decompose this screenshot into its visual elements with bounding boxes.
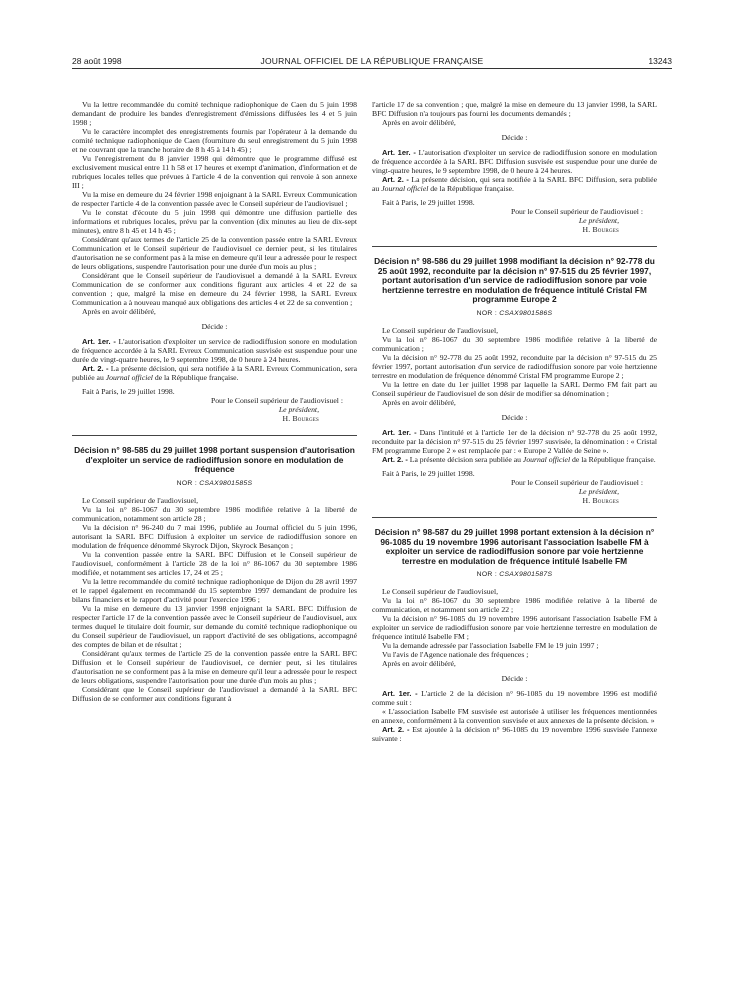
header-page-number: 13243 xyxy=(648,56,672,66)
paragraph: Vu l'enregistrement du 8 janvier 1998 qui démontre que le programme diffusé est exclusivement musical entre 11 h 58 et 17 heures et exempt d'animation, d'information et de rubriques locales telles que prévues à l'article 4 de la convention qui renvoie à son annexe III ; xyxy=(72,154,357,190)
done-at: Fait à Paris, le 29 juillet 1998. xyxy=(382,468,475,478)
paragraph: Vu la loi n° 86-1067 du 30 septembre 1986 modifiée relative à la liberté de communication ; xyxy=(372,334,657,353)
paragraph: Vu la lettre recommandée du comité technique radiophonique de Dijon du 28 avril 1997 et le rappel également en recommandé du 15 septembre 1997 demandant de produire les bilans financiers et le rapport d'activité pour l'exercice 1996 ; xyxy=(72,576,357,604)
article-label: Art. 2. - xyxy=(382,175,409,184)
paragraph: Vu le caractère incomplet des enregistrements fournis par l'opérateur à la demande du comité technique radiophonique de Caen (fourniture du seul enregistrement du 5 juin 1998 et ne couvrant que la tranche horaire de 8 h 45 à 14 h 45) ; xyxy=(72,127,357,154)
article-label: Art. 1er. - xyxy=(382,148,416,157)
article-1 xyxy=(372,689,657,707)
journal-name: Journal officiel xyxy=(105,373,153,382)
done-at: Fait à Paris, le 29 juillet 1998. xyxy=(382,198,475,207)
article-label: Art. 1er. - xyxy=(382,689,418,699)
paragraph: Considérant que le Conseil supérieur de l'audiovisuel a demandé à la SARL Evreux Communication de se conformer aux conditions figurant aux articles 4 et 22 de sa convention ; que, malgré la mise en demeure du 24 février 1998, la SARL Evreux Communication a à nouveau manqué aux obligations des articles 4 et 22 de sa convention ; xyxy=(72,271,357,307)
article-label: Art. 2. - xyxy=(382,725,410,735)
article-text: La présente décision, qui sera notifiée à la SARL BFC Diffusion, sera publiée au xyxy=(372,175,657,193)
paragraph: Considérant qu'aux termes de l'article 25 de la convention passée entre la SARL Evreux Communication et le Conseil supérieur de l'audiovisuel ce dernier peut, si les titulaires d'autorisation ne se conforment pas à la mise en demeure qu'il leur a adressée pour le respect de leurs obligations, suspendre l'autorisation pour une durée d'un mois au plus ; xyxy=(72,235,357,271)
paragraph: Vu la mise en demeure du 13 janvier 1998 enjoignant la SARL BFC Diffusion de respecter l'article 17 de la convention passée avec le Conseil supérieur de l'audiovisuel, aux termes duquel le titulaire doit fournir, sur demande du comité technique radiophonique ou du Conseil supérieur de l'audiovisuel, un rapport d'activité de ses obligations, accompagné des comptes de bilan et de résultat ; xyxy=(72,603,357,649)
right-column xyxy=(372,100,657,743)
paragraph: Vu l'avis de l'Agence nationale des fréquences ; xyxy=(382,650,529,660)
header-date: 28 août 1998 xyxy=(72,56,122,66)
decide-heading: Décide : xyxy=(201,322,228,331)
signature-role: Le président, xyxy=(278,405,319,414)
header-rule xyxy=(72,68,672,69)
nor-label: NOR : xyxy=(476,309,498,317)
signature-name: H. Bourges xyxy=(282,414,319,423)
article-2 xyxy=(372,175,657,193)
article-2 xyxy=(72,364,357,382)
paragraph: Après en avoir délibéré, xyxy=(82,307,156,316)
article-text: Dans l'intitulé et à l'article 1er de la décision n° 92-778 du 25 août 1992, reconduite par la décision n° 97-515 du 25 février 1997 susvisée, la dénomination : « Cristal FM programme Europe 2 » est remplacée par : « Europe 2 Vallée de Seine ». xyxy=(372,427,657,455)
paragraph: Après en avoir délibéré, xyxy=(382,659,456,669)
paragraph: Considérant que le Conseil supérieur de l'audiovisuel a demandé à la SARL BFC Diffusion de se conformer aux conditions figurant à xyxy=(72,684,357,703)
paragraph: l'article 17 de sa convention ; que, malgré la mise en demeure du 13 janvier 1998, la SARL BFC Diffusion n'a toujours pas fourni les documents demandés ; xyxy=(372,100,657,118)
section-divider xyxy=(72,435,357,436)
paragraph: Vu la lettre recommandée du comité technique radiophonique de Caen du 5 juin 1998 demandant de produire les bandes d'enregistrement d'émissions diffusées les 4 et 5 juin 1998 ; xyxy=(72,100,357,127)
signature-name: H. Bourges xyxy=(582,225,619,234)
article-2 xyxy=(372,455,657,464)
nor-code: CSAX9801585S xyxy=(199,479,253,487)
article-text: de la République française. xyxy=(572,454,656,464)
article-label: Art. 1er. - xyxy=(382,427,417,437)
paragraph: Vu la décision n° 96-240 du 7 mai 1996, publiée au Journal officiel du 5 juin 1996, autorisant la SARL BFC Diffusion à exploiter un service de radiodiffusion sonore en modulation de fréquence dénommé Skyrock Dijon, Skyrock Besançon ; xyxy=(72,522,357,550)
paragraph: Vu le constat d'écoute du 5 juin 1998 qui démontre une diffusion partielle des informations et rubriques locales, prévu par la convention (dix minutes au lieu de dix-sept minutes), entre 8 h 45 et 14 h 45 ; xyxy=(72,208,357,235)
paragraph: Vu la convention passée entre la SARL BFC Diffusion et le Conseil supérieur de l'audiovisuel, conformément à l'article 28 de la loi n° 86-1067 du 30 septembre 1986 modifiée, et notamment ses articles 17, 24 et 25 ; xyxy=(72,549,357,577)
section-divider xyxy=(372,517,657,518)
decision-title: Décision n° 98-586 du 29 juillet 1998 modifiant la décision n° 92-778 du 25 août 1992, reconduite par la décision n° 97-515 du 25 février 1997, portant autorisation d'un service de radiodiffusion sonore par voie hertzienne terrestre en modulation de fréquence intitulé Cristal FM programme Europe 2 xyxy=(374,256,655,305)
article-text: La présente décision, qui sera notifiée à la SARL Evreux Communication, sera publiée au xyxy=(72,364,358,382)
nor-reference xyxy=(72,479,357,488)
decide-heading: Décide : xyxy=(501,674,528,684)
decision-title: Décision n° 98-585 du 29 juillet 1998 portant suspension d'autorisation d'exploiter un service de radiodiffusion sonore en modulation de fréquence xyxy=(74,445,355,475)
article-1 xyxy=(372,428,657,455)
journal-name: Journal officiel xyxy=(522,454,571,464)
paragraph: Vu la lettre en date du 1er juillet 1998 par laquelle la SARL Dermo FM fait part au Conseil supérieur de l'audiovisuel de son désir de modifier sa dénomination ; xyxy=(372,379,657,398)
article-text: L'article 2 de la décision n° 96-1085 du 19 novembre 1996 est modifié comme suit : xyxy=(372,689,658,708)
section-divider xyxy=(372,246,657,247)
article-text: L'autorisation d'exploiter un service de radiodiffusion sonore en modulation de fréquence accordée à la SARL BFC Diffusion susvisée est suspendue pour une durée de vingt-quatre heures, le 9 septembre 1998, de 0 heure à 24 heures. xyxy=(372,148,658,175)
nor-label: NOR : xyxy=(476,571,498,579)
signature-role: Le président, xyxy=(578,216,619,225)
article-text: de la République française. xyxy=(430,184,514,193)
article-text: L'autorisation d'exploiter un service de radiodiffusion sonore en modulation de fréquence accordée à la SARL Evreux Communication susvisée est suspendue pour une durée de vingt-quatre heures, le 9 septembre 1998, de 0 heure à 24 heures. xyxy=(72,337,358,364)
article-text: Est ajoutée à la décision n° 96-1085 du 19 novembre 1996 susvisée l'annexe suivante : xyxy=(372,725,657,744)
paragraph: Après en avoir délibéré, xyxy=(382,397,456,407)
decide-heading: Décide : xyxy=(501,133,528,142)
signature-role: Le président, xyxy=(578,486,619,496)
article-1 xyxy=(372,148,657,175)
article-2 xyxy=(372,725,657,743)
nor-reference xyxy=(372,309,657,318)
decision-title: Décision n° 98-587 du 29 juillet 1998 portant extension à la décision n° 96-1085 du 19 novembre 1996 autorisant l'association Isabelle FM à exploiter un service de radiodiffusion sonore par voie hertzienne terrestre en modulation de fréquence intitulé Isabelle FM xyxy=(374,526,655,566)
nor-code: CSAX9801587S xyxy=(499,571,553,579)
article-label: Art. 2. - xyxy=(382,454,408,464)
paragraph: Le Conseil supérieur de l'audiovisuel, xyxy=(82,495,199,505)
nor-label: NOR : xyxy=(176,479,198,487)
article-quote: « L'association Isabelle FM susvisée est autorisée à utiliser les fréquences mentionnées en annexe, conformément à la convention susvisée et aux annexes de la présente décision. » xyxy=(372,707,657,726)
paragraph: Après en avoir délibéré, xyxy=(382,118,456,127)
nor-reference xyxy=(372,570,657,579)
signature-name: H. Bourges xyxy=(582,495,619,505)
paragraph: Le Conseil supérieur de l'audiovisuel, xyxy=(382,325,499,335)
article-text: La présente décision sera publiée au xyxy=(409,454,521,464)
nor-code: CSAX9801586S xyxy=(499,309,553,317)
article-label: Art. 1er. - xyxy=(82,337,116,346)
journal-name: Journal officiel xyxy=(381,184,429,193)
paragraph: Vu la décision n° 96-1085 du 19 novembre 1996 autorisant l'association Isabelle FM à exploiter un service de radiodiffusion sonore par voie hertzienne terrestre en modulation de fréquence intitulé Isabelle FM ; xyxy=(372,614,657,642)
article-label: Art. 2. - xyxy=(82,364,109,373)
done-at: Fait à Paris, le 29 juillet 1998. xyxy=(82,387,175,396)
paragraph: Vu la demande adressée par l'association Isabelle FM le 19 juin 1997 ; xyxy=(382,641,599,651)
header-journal-title: JOURNAL OFFICIEL DE LA RÉPUBLIQUE FRANÇAISE xyxy=(260,56,484,66)
article-text: de la République française. xyxy=(154,373,239,382)
paragraph: Vu la loi n° 86-1067 du 30 septembre 1986 modifiée relative à la liberté de communication, notamment son article 28 ; xyxy=(72,504,357,523)
paragraph: Considérant qu'aux termes de l'article 25 de la convention passée entre la SARL BFC Diffusion et le Conseil supérieur de l'audiovisuel, ce dernier peut, si les titulaires d'autorisation ne se conforment pas à la mise en demeure qu'il leur a adressée pour le respect de leurs obligations, suspendre l'autorisation pour une durée d'un mois au plus ; xyxy=(72,648,357,685)
article-1 xyxy=(72,337,357,364)
decide-heading: Décide : xyxy=(501,412,528,422)
left-column xyxy=(72,100,357,703)
paragraph: Vu la mise en demeure du 24 février 1998 enjoignant à la SARL Evreux Communication de respecter l'article 4 de la convention passée avec le Conseil supérieur de l'audiovisuel ; xyxy=(72,190,357,208)
signature-for: Pour le Conseil supérieur de l'audiovisuel : xyxy=(210,396,343,405)
signature-for: Pour le Conseil supérieur de l'audiovisuel : xyxy=(510,477,643,487)
paragraph: Vu la décision n° 92-778 du 25 août 1992, reconduite par la décision n° 97-515 du 25 février 1997, portant autorisation d'un service de radiodiffusion sonore par voie hertzienne terrestre en modulation de fréquence dénommé Cristal FM programme Europe 2 ; xyxy=(372,352,657,380)
paragraph: Vu la loi n° 86-1067 du 30 septembre 1986 modifiée relative à la liberté de communication, et notamment son article 22 ; xyxy=(372,596,657,615)
paragraph: Le Conseil supérieur de l'audiovisuel, xyxy=(382,587,499,597)
signature-for: Pour le Conseil supérieur de l'audiovisuel : xyxy=(510,207,643,216)
